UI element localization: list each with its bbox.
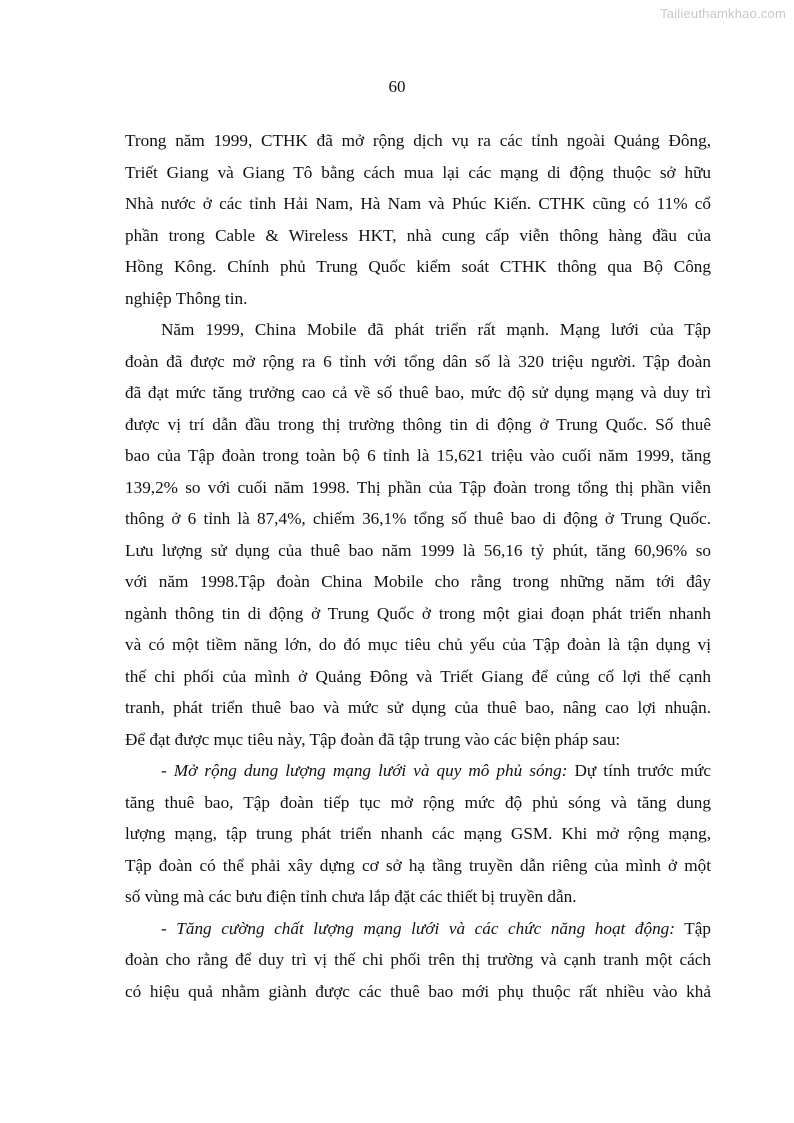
paragraph-4 <box>125 913 711 1008</box>
text-line: Năm 1999, China Mobile đã phát triển rất mạnh. Mạng lưới của Tập <box>161 320 711 339</box>
text-line: bao của Tập đoàn trong toàn bộ 6 tỉnh là 15,621 triệu vào cuối năm 1999, tăng <box>125 446 711 465</box>
document-body <box>125 125 711 1007</box>
italic-heading: - Tăng cường chất lượng mạng lưới và các chức năng hoạt động: <box>161 918 675 938</box>
text-line: được vị trí dẫn đầu trong thị trường thông tin di động ở Trung Quốc. Số thuê <box>125 414 711 434</box>
text-line: lượng mạng, tập trung phát triển nhanh các mạng GSM. Khi mở rộng mạng, <box>125 824 711 843</box>
text-line: số vùng mà các bưu điện tỉnh chưa lắp đặt các thiết bị truyền dẫn. <box>125 887 577 906</box>
text-line: tăng thuê bao, Tập đoàn tiếp tục mở rộng mức độ phủ sóng và tăng dung <box>125 792 711 812</box>
text-line: và có một tiềm năng lớn, do đó mục tiêu chủ yếu của Tập đoàn là tận dụng vị <box>125 635 711 654</box>
text-line: phần trong Cable & Wireless HKT, nhà cung cấp viễn thông hàng đầu của <box>125 225 711 245</box>
watermark: Tailieuthamkhao.com <box>660 6 786 21</box>
heading-continuation: Dự tính trước mức <box>567 761 711 780</box>
text-line <box>125 913 711 945</box>
text-line: đoàn cho rằng để duy trì vị thế chi phối trên thị trường và cạnh tranh một cách <box>125 950 711 969</box>
text-line: Triết Giang và Giang Tô bằng cách mua lại các mạng di động thuộc sở hữu <box>125 162 711 182</box>
text-line: thế chi phối của mình ở Quảng Đông và Triết Giang để củng cố lợi thế cạnh <box>125 666 711 686</box>
text-line <box>125 755 711 787</box>
paragraph-3 <box>125 755 711 913</box>
text-line: Lưu lượng sử dụng của thuê bao năm 1999 là 56,16 tỷ phút, tăng 60,96% so <box>125 540 711 560</box>
paragraph-2 <box>125 314 711 755</box>
paragraph-1 <box>125 125 711 314</box>
text-line: tranh, phát triển thuê bao và mức sử dụng của thuê bao, nâng cao lợi nhuận. <box>125 698 711 717</box>
text-line: thông ở 6 tỉnh là 87,4%, chiếm 36,1% tổng số thuê bao di động ở Trung Quốc. <box>125 509 711 528</box>
text-line: Tập đoàn có thể phải xây dựng cơ sở hạ tầng truyền dẫn riêng của mình ở một <box>125 855 711 875</box>
text-line: đoàn đã được mở rộng ra 6 tỉnh với tổng dân số là 320 triệu người. Tập đoàn <box>125 351 711 371</box>
text-line: có hiệu quả nhằm giành được các thuê bao mới phụ thuộc rất nhiều vào khả <box>125 981 711 1001</box>
italic-heading: - Mở rộng dung lượng mạng lưới và quy mô phủ sóng: <box>161 761 568 780</box>
heading-continuation: Tập <box>675 918 711 938</box>
text-line: với năm 1998.Tập đoàn China Mobile cho rằng trong những năm tới đây <box>125 572 711 591</box>
text-line: nghiệp Thông tin. <box>125 288 248 308</box>
page-number: 60 <box>388 77 406 96</box>
text-line: Nhà nước ở các tỉnh Hải Nam, Hà Nam và Phúc Kiến. CTHK cũng có 11% cổ <box>125 194 711 213</box>
text-line: ngành thông tin di động ở Trung Quốc ở trong một giai đoạn phát triển nhanh <box>125 603 711 623</box>
text-line: 139,2% so với cuối năm 1998. Thị phần của Tập đoàn trong tổng thị phần viễn <box>125 477 711 497</box>
text-line: Trong năm 1999, CTHK đã mở rộng dịch vụ ra các tỉnh ngoài Quảng Đông, <box>125 131 711 150</box>
text-line: Hồng Kông. Chính phủ Trung Quốc kiểm soát CTHK thông qua Bộ Công <box>125 257 711 276</box>
text-line: Để đạt được mục tiêu này, Tập đoàn đã tập trung vào các biện pháp sau: <box>125 729 621 749</box>
text-line: đã đạt mức tăng trưởng cao cả về số thuê bao, mức độ sử dụng mạng và duy trì <box>125 383 711 402</box>
